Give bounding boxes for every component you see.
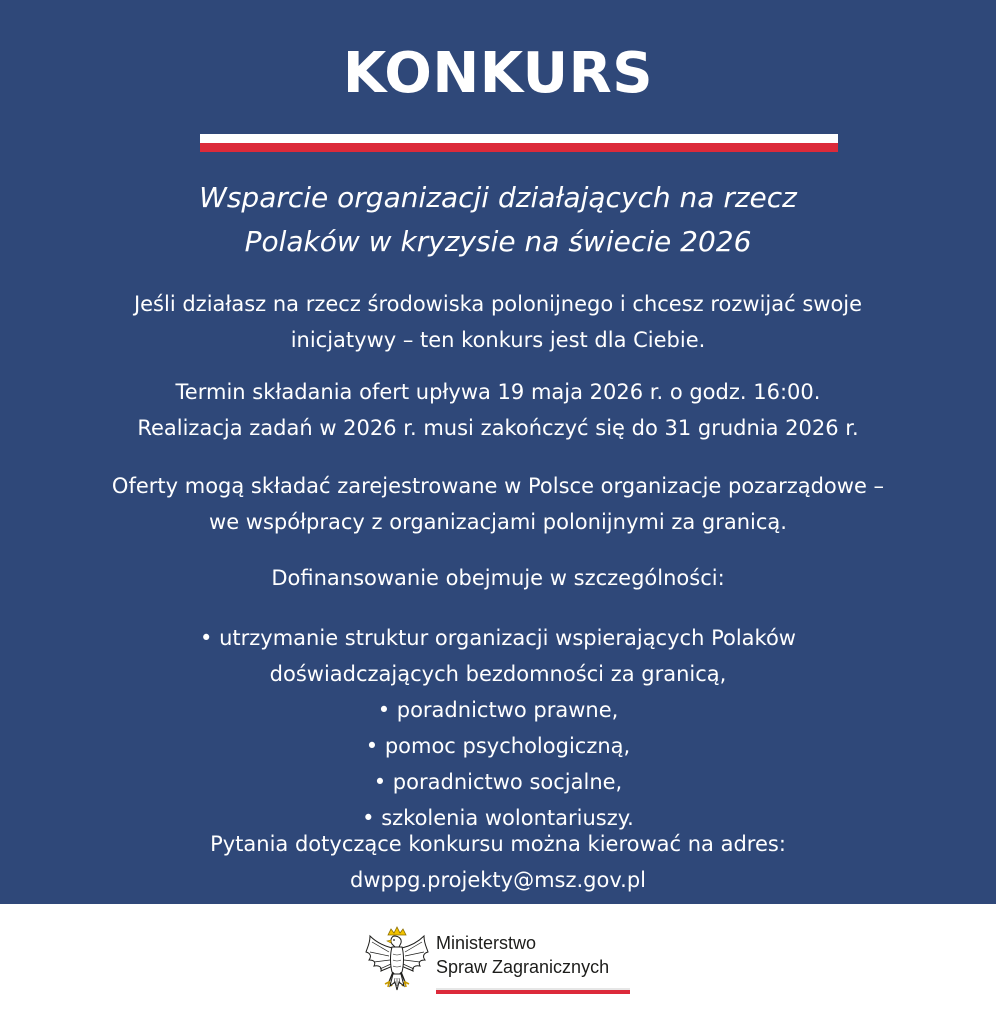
eligibility-paragraph xyxy=(20,468,976,540)
list-item: • utrzymanie struktur organizacji wspierających Polaków xyxy=(200,626,796,650)
deadline-paragraph xyxy=(20,374,976,446)
contact-email: dwppg.projekty@msz.gov.pl xyxy=(349,868,646,892)
intro-line: Jeśli działasz na rzecz środowiska polonijnego i chcesz rozwijać swoje xyxy=(133,292,863,316)
list-item: doświadczających bezdomności za granicą, xyxy=(269,662,727,686)
funding-heading-text: Dofinansowanie obejmuje w szczególności: xyxy=(271,566,725,590)
flag-white-stripe xyxy=(200,134,838,143)
ministry-name-line: Ministerstwo xyxy=(436,933,537,953)
deadline-line: Realizacja zadań w 2026 r. musi zakończyć się do 31 grudnia 2026 r. xyxy=(137,416,859,440)
competition-subtitle xyxy=(40,176,956,264)
polish-flag-divider xyxy=(200,134,838,152)
list-item: • poradnictwo socjalne, xyxy=(373,770,623,794)
page-title: KONKURS xyxy=(342,41,654,106)
intro-line: inicjatywy – ten konkurs jest dla Ciebie. xyxy=(290,328,706,352)
list-item: • poradnictwo prawne, xyxy=(377,698,619,722)
flag-red-stripe xyxy=(200,143,838,152)
subtitle-line: Wsparcie organizacji działających na rzecz xyxy=(199,181,797,214)
contact-paragraph xyxy=(20,826,976,898)
logo-flag-red-stripe xyxy=(436,990,630,994)
deadline-line: Termin składania ofert upływa 19 maja 2026 r. o godz. 16:00. xyxy=(175,380,821,404)
list-item: • pomoc psychologiczną, xyxy=(365,734,631,758)
contact-line: Pytania dotyczące konkursu można kierować na adres: xyxy=(210,832,786,856)
funding-list xyxy=(20,620,976,836)
white-eagle-emblem-icon xyxy=(364,926,430,996)
intro-paragraph xyxy=(20,286,976,358)
ministry-name-line: Spraw Zagranicznych xyxy=(436,957,610,977)
ministry-logo xyxy=(364,924,636,1002)
logo-flag-underline xyxy=(436,988,630,994)
eligibility-line: we współpracy z organizacjami polonijnymi za granicą. xyxy=(209,510,787,534)
funding-heading xyxy=(20,560,976,596)
subtitle-line: Polaków w kryzysie na świecie 2026 xyxy=(244,225,752,258)
list-item: • szkolenia wolontariuszy. xyxy=(362,806,634,830)
eligibility-line: Oferty mogą składać zarejestrowane w Polsce organizacje pozarządowe – xyxy=(111,474,885,498)
